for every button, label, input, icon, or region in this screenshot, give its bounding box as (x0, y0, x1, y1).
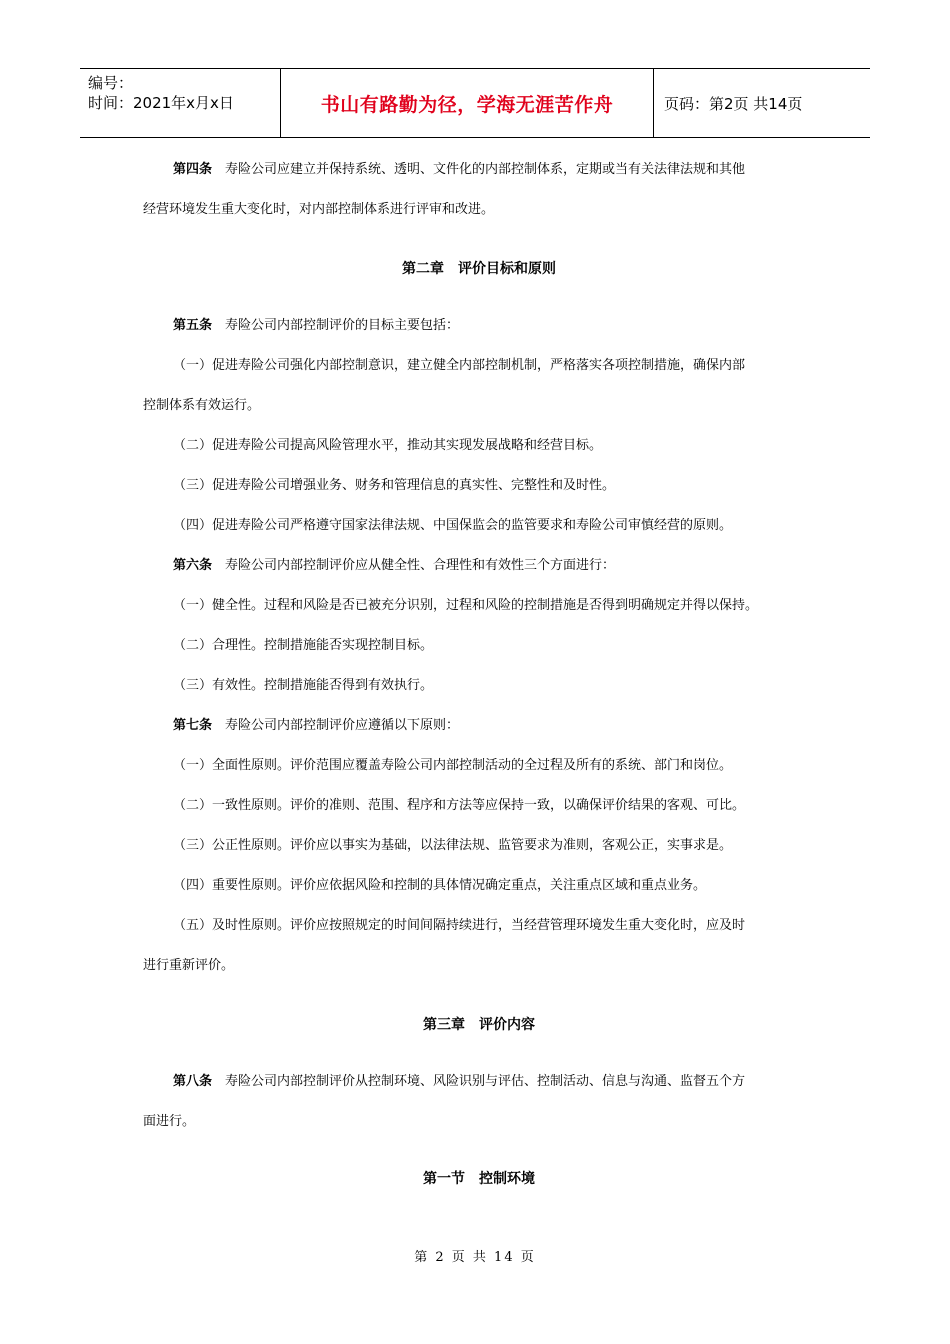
article-number: 第五条 (173, 318, 213, 333)
article-text: 寿险公司应建立并保持系统、透明、文件化的内部控制体系，定期或当有关法律法规和其他 (225, 162, 746, 177)
article-continuation: 面进行。 (143, 1114, 196, 1129)
article-continuation: 经营环境发生重大变化时，对内部控制体系进行评审和改进。 (143, 202, 495, 217)
article-paragraph (143, 160, 815, 180)
article-number: 第七条 (173, 718, 213, 733)
article-paragraph (143, 1072, 815, 1092)
list-item: （三）公正性原则。评价应以事实为基础，以法律法规、监管要求为准则，客观公正，实事求是。 (173, 838, 733, 853)
section-heading: 第一节 控制环境 (423, 1171, 535, 1187)
page-header (80, 68, 870, 138)
number-label: 编号： (88, 74, 134, 92)
article-number: 第六条 (173, 558, 213, 573)
list-item: （一）促进寿险公司强化内部控制意识，建立健全内部控制机制，严格落实各项控制措施，确保内部 (173, 358, 746, 373)
page-info-text: 页码：第2页 共14页 (664, 94, 803, 113)
list-item: （五）及时性原则。评价应按照规定的时间间隔持续进行，当经营管理环境发生重大变化时，应及时 (173, 918, 746, 933)
article-paragraph (143, 716, 815, 736)
header-meta (80, 69, 281, 137)
list-item-continuation: 控制体系有效运行。 (143, 398, 261, 413)
header-motto: 书山有路勤为径，学海无涯苦作舟 (320, 93, 614, 116)
article-paragraph (143, 556, 815, 576)
article-text: 寿险公司内部控制评价应从健全性、合理性和有效性三个方面进行： (225, 558, 616, 573)
page-footer: 第 2 页 共 14 页 (414, 1250, 536, 1265)
document-body (143, 150, 815, 1189)
article-number: 第八条 (173, 1074, 213, 1089)
chapter-heading: 第三章 评价内容 (423, 1017, 535, 1033)
article-text: 寿险公司内部控制评价的目标主要包括： (225, 318, 460, 333)
list-item: （三）促进寿险公司增强业务、财务和管理信息的真实性、完整性和及时性。 (173, 478, 616, 493)
article-text: 寿险公司内部控制评价从控制环境、风险识别与评估、控制活动、信息与沟通、监督五个方 (225, 1074, 746, 1089)
header-motto-cell (281, 69, 654, 137)
list-item: （四）促进寿险公司严格遵守国家法律法规、中国保监会的监管要求和寿险公司审慎经营的原则。 (173, 518, 733, 533)
list-item: （二）促进寿险公司提高风险管理水平，推动其实现发展战略和经营目标。 (173, 438, 603, 453)
list-item: （四）重要性原则。评价应依据风险和控制的具体情况确定重点，关注重点区域和重点业务。 (173, 878, 707, 893)
list-item-continuation: 进行重新评价。 (143, 958, 235, 973)
chapter-heading: 第二章 评价目标和原则 (402, 261, 556, 277)
list-item: （一）健全性。过程和风险是否已被充分识别，过程和风险的控制措施是否得到明确规定并得以保持。 (173, 598, 759, 613)
list-item: （二）合理性。控制措施能否实现控制目标。 (173, 638, 434, 653)
list-item: （一）全面性原则。评价范围应覆盖寿险公司内部控制活动的全过程及所有的系统、部门和岗位。 (173, 758, 733, 773)
article-paragraph (143, 316, 815, 336)
date-line: 时间：2021年x月x日 (88, 94, 234, 112)
list-item: （二）一致性原则。评价的准则、范围、程序和方法等应保持一致，以确保评价结果的客观、可比。 (173, 798, 746, 813)
article-text: 寿险公司内部控制评价应遵循以下原则： (225, 718, 460, 733)
article-number: 第四条 (173, 162, 213, 177)
list-item: （三）有效性。控制措施能否得到有效执行。 (173, 678, 434, 693)
header-page-info (654, 69, 870, 137)
